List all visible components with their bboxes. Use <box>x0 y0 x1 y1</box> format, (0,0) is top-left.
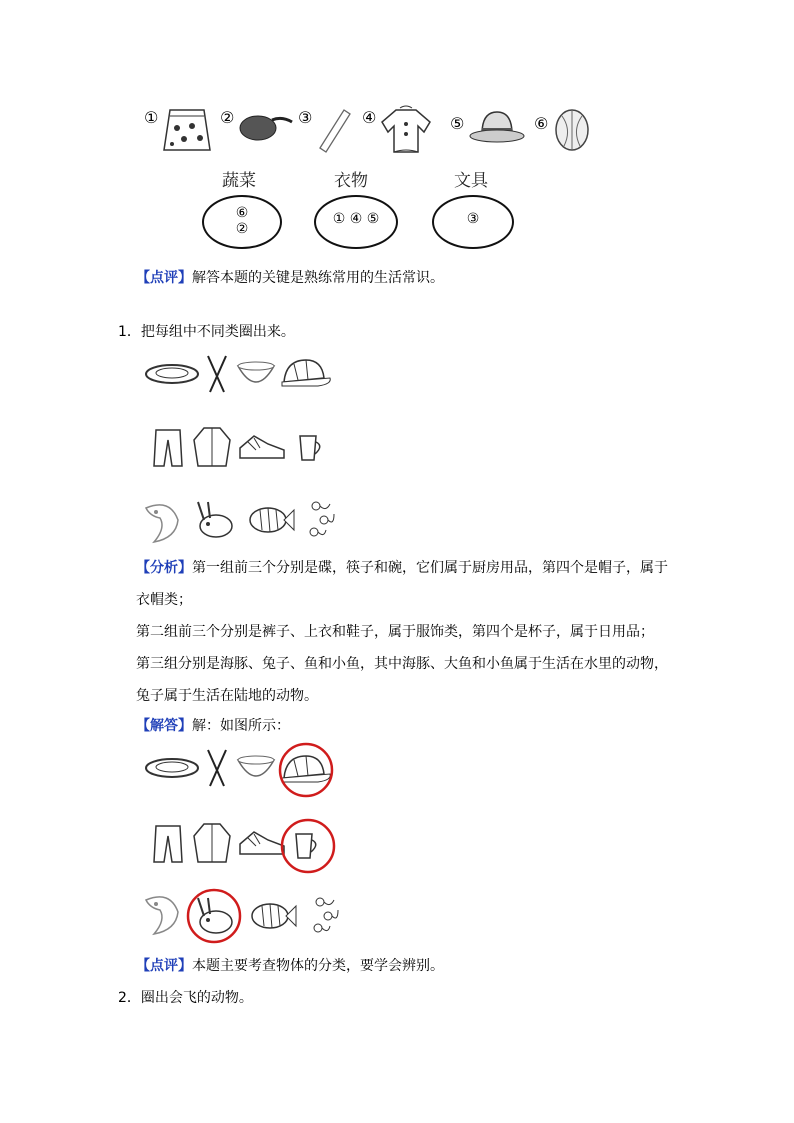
vegetable-members-line2: ② <box>235 221 249 237</box>
category-label-stationery: 文具 <box>454 171 488 191</box>
coat-icon <box>192 822 232 864</box>
answer-circle-cap <box>278 742 334 798</box>
coat-icon <box>192 426 232 468</box>
bowl-icon <box>234 358 278 392</box>
comment-text: 解答本题的关键是熟练常用的生活常识。 <box>192 270 444 286</box>
fish-icon <box>248 504 296 538</box>
answer-tag: 【解答】 <box>136 718 192 734</box>
question-1-title: 1．把每组中不同类圈出来。 <box>118 324 295 340</box>
pants-icon <box>152 824 184 864</box>
plate-icon <box>144 360 200 390</box>
top-figure <box>138 100 590 260</box>
item-number-3: ③ <box>298 108 313 127</box>
answer-text: 解：如图所示： <box>192 718 290 734</box>
category-label-vegetable: 蔬菜 <box>222 171 256 191</box>
analysis-line-1 <box>136 558 668 578</box>
pants-icon <box>152 428 184 468</box>
answer-line <box>136 716 290 736</box>
analysis-line-4: 第三组分别是海豚、兔子、鱼和小鱼，其中海豚、大鱼和小鱼属于生活在水里的动物， <box>136 656 668 672</box>
comment-2 <box>136 956 444 976</box>
question-2-title: 2．圈出会飞的动物。 <box>118 990 253 1006</box>
comment-tag: 【点评】 <box>136 270 192 286</box>
clothing-members: ① ④ ⑤ <box>332 211 380 227</box>
comment-1 <box>136 268 444 288</box>
vegetable-members-line1: ⑥ <box>235 205 249 221</box>
item-number-1: ① <box>144 108 159 127</box>
eggplant-icon <box>238 106 294 142</box>
shoes-icon <box>238 430 288 466</box>
dolphin-icon <box>140 890 184 938</box>
comment-tag: 【点评】 <box>136 958 192 974</box>
item-number-5: ⑤ <box>450 114 465 133</box>
analysis-tag: 【分析】 <box>136 560 192 576</box>
chopsticks-icon <box>202 354 232 394</box>
hat-icon <box>468 108 526 148</box>
chopsticks-icon <box>202 748 232 788</box>
plate-icon <box>144 754 200 784</box>
item-number-6: ⑥ <box>534 114 549 133</box>
fish-icon <box>250 900 298 934</box>
cabbage-icon <box>552 106 592 152</box>
analysis-line-3: 第二组前三个分别是裤子、上衣和鞋子，属于服饰类，第四个是杯子，属于日用品； <box>136 624 654 640</box>
dolphin-icon <box>140 498 184 546</box>
skirt-icon <box>162 106 212 154</box>
answer-circle-cup <box>280 818 336 874</box>
cup-icon <box>296 434 326 464</box>
pencil-icon <box>314 104 354 152</box>
answer-figure <box>138 740 348 950</box>
rabbit-icon <box>190 500 236 540</box>
stationery-members: ③ <box>466 211 480 227</box>
cap-icon <box>278 356 334 390</box>
analysis-line-5: 兔子属于生活在陆地的动物。 <box>136 688 318 704</box>
analysis-line-2: 衣帽类； <box>136 592 192 608</box>
category-label-clothing: 衣物 <box>334 171 368 191</box>
item-number-2: ② <box>220 108 235 127</box>
jacket-icon <box>378 104 434 156</box>
comment-text: 本题主要考查物体的分类，要学会辨别。 <box>192 958 444 974</box>
small-fish-icon <box>304 498 336 544</box>
answer-circle-rabbit <box>186 888 242 944</box>
question-figure <box>138 348 348 548</box>
small-fish-icon <box>308 894 340 940</box>
bowl-icon <box>234 752 278 786</box>
item-number-4: ④ <box>362 108 377 127</box>
analysis-text-1: 第一组前三个分别是碟，筷子和碗，它们属于厨房用品，第四个是帽子，属于 <box>192 560 668 576</box>
